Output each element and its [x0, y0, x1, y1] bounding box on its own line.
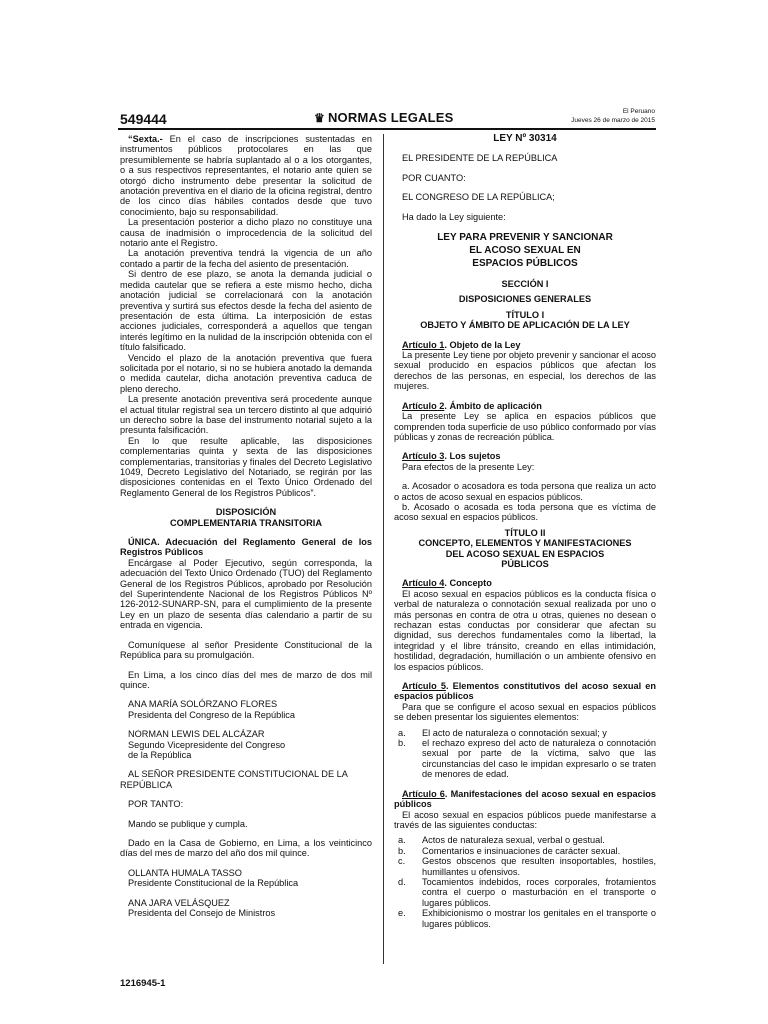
document-code: 1216945-1	[120, 978, 166, 989]
page-number: 549444	[120, 111, 167, 127]
section-heading: DISPOSICIÓN	[215, 507, 277, 518]
section-heading: SECCIÓN I	[501, 279, 549, 290]
article-title: . Elementos constitutivos del acoso sexual en espacios públicos	[394, 681, 657, 702]
logo-text: NORMAS LEGALES	[327, 110, 454, 125]
signatory-name: NORMAN LEWIS DEL ALCÁZAR	[128, 729, 265, 740]
paragraph: Vencido el plazo de la anotación preventiva que fuera solicitada por el notario, si no se hubiera anotado la demanda o medida cautelar, dicha anotación preventiva caduca de pleno derecho.	[120, 352, 372, 394]
sexta-title: “Sexta.-	[128, 134, 163, 144]
article-heading	[394, 681, 656, 702]
article-heading	[394, 340, 656, 350]
article-text: La presente Ley tiene por objeto prevenir y sancionar el acoso sexual producido en espacios públicos que afectan los derechos de las personas, en especial, los derechos de las mujeres.	[394, 350, 656, 392]
masthead-logo	[314, 110, 454, 125]
list-text: Comentarios e insinuaciones de carácter sexual.	[422, 845, 621, 856]
list-text: Exhibicionismo o mostrar los genitales en el transporte o lugares públicos.	[422, 908, 656, 929]
list-key: a.	[398, 727, 406, 738]
sexta-paragraph	[120, 134, 372, 217]
article-heading	[394, 789, 656, 810]
law-name: LEY PARA PREVENIR Y SANCIONAR	[437, 232, 613, 244]
signatory-name: ANA MARÍA SOLÓRZANO FLORES	[128, 699, 278, 710]
law-number: LEY Nº 30314	[493, 133, 557, 144]
signatory-role: de la República	[128, 749, 192, 760]
list-key: d.	[398, 876, 406, 887]
signatory-role: Presidenta del Congreso de la República	[128, 709, 296, 720]
addressee: AL SEÑOR PRESIDENTE CONSTITUCIONAL DE LA REPÚBLICA	[120, 769, 348, 790]
list-item	[394, 856, 656, 877]
publication-date: Jueves 26 de marzo de 2015	[571, 117, 655, 124]
section-heading: COMPLEMENTARIA TRANSITORIA	[170, 517, 322, 528]
article-title: . Objeto de la Ley	[444, 339, 521, 350]
paragraph: La presente anotación preventiva será procedente aunque el actual titular registral sea un tercero distinto al que adquirió un derecho sobre la base del instrumento notarial sujeto a la presunta falsificación.	[120, 394, 372, 436]
article-heading	[394, 401, 656, 411]
signatory-name: OLLANTA HUMALA TASSO	[128, 867, 242, 878]
law-name: ESPACIOS PÚBLICOS	[472, 258, 578, 270]
article-text: La presente Ley se aplica en espacios públicos que comprenden toda superficie de uso público conformado por vías públicas y zonas de recreación pública.	[394, 411, 656, 442]
seal-icon: ♛	[314, 111, 325, 125]
preamble-line: Ha dado la Ley siguiente:	[402, 211, 506, 222]
unica-title: ÚNICA. Adecuación del Reglamento General de los Registros Públicos	[120, 537, 372, 558]
mando-text: Mando se publique y cumpla.	[128, 818, 248, 829]
list-key: b.	[398, 738, 406, 749]
unica-text: Encárgase al Poder Ejecutivo, según corresponda, la adecuación del Texto Único Ordenado (TUO) del Reglamento General de los Registros Públicos, aprobado por Resolución del Superintendente Nacional de los Registros Públicos Nº 126-2012-SUNARP-SN, para el cumplimiento de la presente Ley en un plazo de sesenta días calendario a partir de su entrada en vigencia.	[120, 557, 372, 631]
title-heading: TÍTULO I	[505, 309, 545, 320]
title-heading: OBJETO Y ÁMBITO DE APLICACIÓN DE LA LEY	[420, 320, 630, 331]
paragraph: La presentación posterior a dicho plazo no constituye una causa de inadmisión o improcedencia de la solicitud del notario ante el Registro.	[120, 217, 372, 249]
paragraph: La anotación preventiva tendrá la vigencia de un año contado a partir de la fecha del asiento de presentación.	[120, 248, 372, 269]
article-number: Artículo 4	[402, 578, 445, 589]
signatory-name: ANA JARA VELÁSQUEZ	[128, 897, 230, 908]
right-column	[394, 134, 656, 929]
article-item: b. Acosado o acosada es toda persona que es víctima de acoso sexual en espacios públicos.	[394, 501, 656, 523]
list-text: Gestos obscenos que resulten insoportables, hostiles, humillantes u ofensivos.	[422, 856, 656, 877]
title-heading: TÍTULO II	[504, 527, 546, 538]
article-title: . Ámbito de aplicación	[444, 400, 542, 411]
list-item	[394, 738, 656, 780]
article-text: Para que se configure el acoso sexual en espacios públicos se deben presentar los siguientes elementos:	[394, 701, 656, 723]
list-item	[394, 728, 656, 738]
publisher-name: El Peruano	[622, 108, 655, 115]
lima-date-text: En Lima, a los cinco días del mes de marzo de dos mil quince.	[120, 669, 372, 690]
header-meta	[560, 107, 655, 125]
list-text: Tocamientos indebidos, roces corporales, frotamientos contra el cuerpo o masturbación en el transporte o lugares públicos.	[422, 876, 656, 908]
signatory-role: Presidenta del Consejo de Ministros	[128, 908, 276, 918]
list-key: a.	[398, 835, 406, 846]
list-item	[394, 908, 656, 929]
header-rule	[118, 128, 656, 130]
preamble-line: EL CONGRESO DE LA REPÚBLICA;	[402, 192, 555, 203]
dado-text: Dado en la Casa de Gobierno, en Lima, a los veinticinco días del mes de marzo del año dos mil quince.	[120, 837, 372, 859]
list-text: Actos de naturaleza sexual, verbal o gestual.	[422, 835, 605, 846]
article-title: . Concepto	[444, 578, 492, 589]
article-title: . Los sujetos	[444, 451, 501, 462]
list-item	[394, 835, 656, 845]
law-name: EL ACOSO SEXUAL EN	[469, 245, 581, 257]
signatory-role: Presidente Constitucional de la República	[128, 878, 299, 889]
list-item	[394, 846, 656, 856]
article-text: El acoso sexual en espacios públicos puede manifestarse a través de las siguientes conductas:	[394, 809, 656, 830]
list-item	[394, 877, 656, 908]
preamble-line: EL PRESIDENTE DE LA REPÚBLICA	[402, 153, 558, 164]
list-text: El acto de naturaleza o connotación sexual; y	[422, 727, 607, 738]
article-text: El acoso sexual en espacios públicos es la conducta física o verbal de naturaleza o connotación sexual realizada por uno o más personas en contra de otra u otras, quienes no desean o rechazan estas conductas por considerar que afectan su dignidad, sus derechos fundamentales como la libertad, la integridad y el libre tránsito, creando en ellas intimidación, hostilidad, degradación, humillación o un ambiente ofensivo en los espacios públicos.	[394, 588, 656, 672]
section-heading: DISPOSICIONES GENERALES	[458, 294, 592, 305]
article-item: a. Acosador o acosadora es toda persona que realiza un acto o actos de acoso sexual en espacios públicos.	[394, 481, 656, 502]
article-number: Artículo 5	[402, 681, 446, 692]
title-heading: CONCEPTO, ELEMENTOS Y MANIFESTACIONES	[418, 538, 632, 549]
title-heading: DEL ACOSO SEXUAL EN ESPACIOS	[445, 548, 605, 559]
article-number: Artículo 1	[402, 339, 445, 350]
comuniquese-text: Comuníquese al señor Presidente Constitucional de la República para su promulgación.	[120, 639, 372, 661]
article-number: Artículo 6	[402, 788, 445, 799]
article-title: . Manifestaciones del acoso sexual en espacios públicos	[394, 788, 657, 810]
por-tanto: POR TANTO:	[128, 799, 184, 810]
column-divider	[383, 134, 384, 964]
preamble-line: POR CUANTO:	[402, 172, 466, 183]
list-key: e.	[398, 908, 406, 919]
article-text: Para efectos de la presente Ley:	[402, 461, 535, 472]
article-heading	[394, 578, 656, 588]
list-key: c.	[398, 856, 406, 867]
left-column	[120, 134, 372, 918]
paragraph: Si dentro de ese plazo, se anota la demanda judicial o medida cautelar que se refiera a este mismo hecho, dicha anotación judicial se correlacionará con la anotación preventiva y surtirá sus efectos desde la fecha del asiento de presentación de esta última. La interposición de estas acciones judiciales, corresponderá a aquellos que tengan interés legítimo en la nulidad de la inscripción obtenida con el título falsificado.	[120, 269, 372, 353]
list-key: b.	[398, 845, 406, 856]
article-heading	[394, 451, 656, 461]
paragraph: En lo que resulte aplicable, las disposiciones complementarias quinta y sexta de las disposiciones complementarias, transitorias y finales del Decreto Legislativo 1049, Decreto Legislativo del Notariado, se regirán por las disposiciones contenidas en el Texto Único Ordenado del Reglamento General de los Registros Públicos”.	[120, 435, 372, 498]
signatory-role: Segundo Vicepresidente del Congreso	[128, 739, 286, 750]
sexta-text: En el caso de inscripciones sustentadas en instrumentos públicos protocolares en las que presumiblemente se habría suplantado al o a los otorgantes, o a sus respectivos representantes, el notario ante quien se otorgó dicho instrumento debe presentar la solicitud de anotación preventiva en el diario de la oficina registral, dentro de los cinco días hábiles contados desde que tuvo conocimiento, bajo su responsabilidad.	[120, 134, 372, 217]
article-number: Artículo 2	[402, 400, 445, 411]
title-heading: PÚBLICOS	[501, 558, 549, 569]
list-text: el rechazo expreso del acto de naturaleza o connotación sexual por parte de la víctima, salvo que las circunstancias del caso le impidan expresarlo o se traten de menores de edad.	[422, 738, 656, 780]
article-number: Artículo 3	[402, 451, 445, 462]
